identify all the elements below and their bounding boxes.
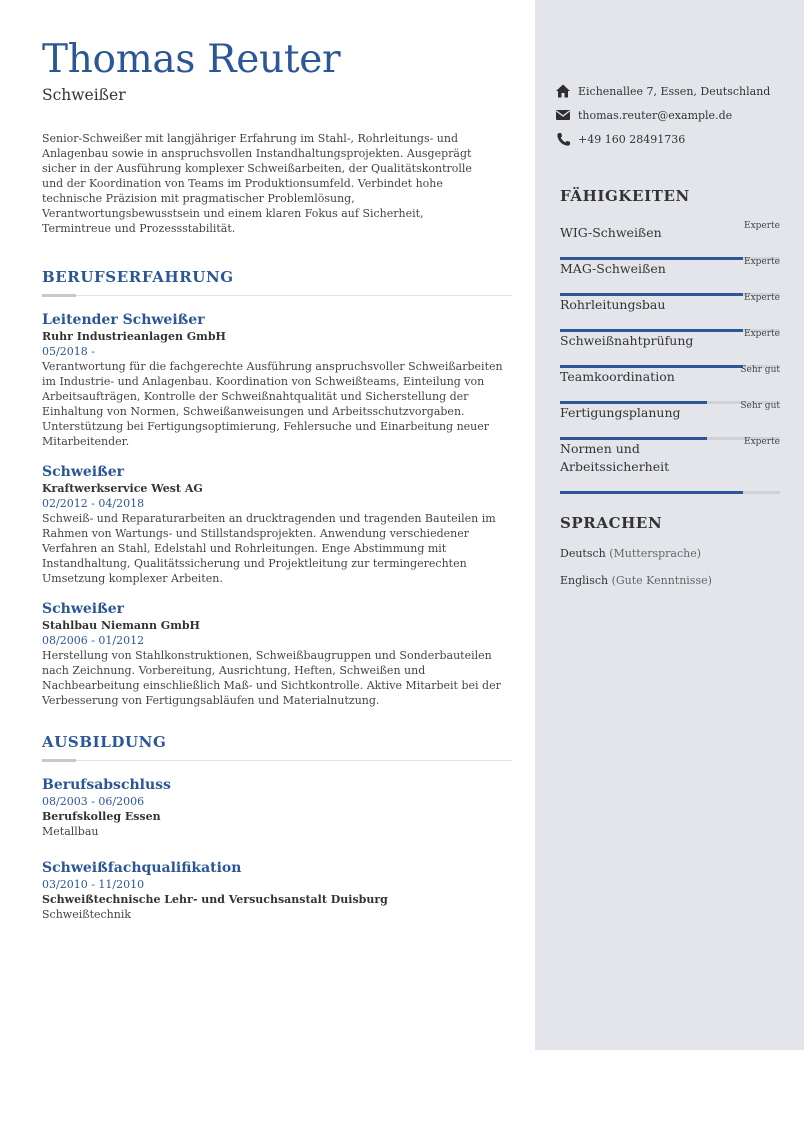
languages-section xyxy=(560,513,780,588)
job-entry-title: Schweißer xyxy=(42,464,125,480)
skill-level: Experte xyxy=(744,221,780,231)
job-entry xyxy=(42,311,512,449)
education-dates: 08/2003 - 06/2006 xyxy=(42,795,145,808)
skill-item xyxy=(560,365,780,404)
contact-email[interactable] xyxy=(554,103,794,127)
education-section xyxy=(42,732,512,922)
skill-item xyxy=(560,221,780,260)
education-dates: 03/2010 - 11/2010 xyxy=(42,878,145,891)
education-field: Metallbau xyxy=(42,825,99,838)
skill-level: Sehr gut xyxy=(740,365,780,375)
skill-name: WIG-Schweißen xyxy=(560,225,662,240)
experience-heading: BERUFSERFAHRUNG xyxy=(42,268,234,286)
skill-bar-fill xyxy=(560,491,743,494)
job-entry-description: Schweiß- und Reparaturarbeiten an drucktragenden und tragenden Bauteilen im Rahmen von Wartungs- und Stillstandsprojekten. Anwendung verschiedener Verfahren an Stahl, Edelstahl und Rohrleitungen. Enge Abstimmung mit Instandhaltung, Qualitätssicherung und Projektleitung zur termingerechten Umsetzung komplexer Arbeiten. xyxy=(42,512,496,585)
job-entry-dates: 02/2012 - 04/2018 xyxy=(42,497,145,510)
education-title: Schweißfachqualifikation xyxy=(42,860,242,876)
mail-icon xyxy=(554,106,572,124)
education-heading: AUSBILDUNG xyxy=(42,733,167,751)
job-entry-title: Leitender Schweißer xyxy=(42,312,205,328)
address-text: Eichenallee 7, Essen, Deutschland xyxy=(578,84,771,98)
job-entry-title: Schweißer xyxy=(42,601,125,617)
job-entry-company: Kraftwerkservice West AG xyxy=(42,482,203,495)
contact-block xyxy=(554,79,794,151)
education-field: Schweißtechnik xyxy=(42,908,132,921)
languages-heading: SPRACHEN xyxy=(560,514,663,532)
phone-text[interactable]: +49 160 28491736 xyxy=(578,132,686,146)
skill-level: Experte xyxy=(744,329,780,339)
job-title: Schweißer xyxy=(42,86,126,104)
job-entry xyxy=(42,463,512,586)
job-entry-company: Ruhr Industrieanlagen GmbH xyxy=(42,330,226,343)
profile-summary: Senior-Schweißer mit langjähriger Erfahrung im Stahl-, Rohrleitungs- und Anlagenbau sowie in anspruchsvollen Instandhaltungsprojekten. Ausgeprägt sicher in der Ausführung komplexer Schweißarbeiten, der Qualitätskontrolle und der Koordination von Teams im Produktionsumfeld. Verbindet hohe technische Präzision mit pragmatischer Problemlösung, Verantwortungsbewusstsein und einem klaren Fokus auf Sicherheit, Termintreue und Prozessstabilität. xyxy=(42,132,472,235)
skill-item xyxy=(560,293,780,332)
skill-level: Experte xyxy=(744,257,780,267)
language-name: Deutsch xyxy=(560,547,606,560)
skill-name: Teamkoordination xyxy=(560,369,675,384)
skill-item xyxy=(560,329,780,368)
skills-heading: FÄHIGKEITEN xyxy=(560,187,690,205)
language-level: (Gute Kenntnisse) xyxy=(611,574,712,587)
section-divider xyxy=(42,293,512,297)
main-column xyxy=(42,38,512,922)
skill-name: Schweißnahtprüfung xyxy=(560,333,694,348)
skill-name: Rohrleitungsbau xyxy=(560,297,666,312)
language-item xyxy=(560,546,780,561)
education-institution: Schweißtechnische Lehr- und Versuchsanstalt Duisburg xyxy=(42,893,388,906)
skill-name: MAG-Schweißen xyxy=(560,261,666,276)
skills-list xyxy=(560,221,780,494)
sidebar xyxy=(535,0,804,1050)
education-title: Berufsabschluss xyxy=(42,777,171,793)
home-icon xyxy=(554,82,572,100)
skill-name: Fertigungsplanung xyxy=(560,405,681,420)
language-item xyxy=(560,573,780,588)
phone-icon xyxy=(554,130,572,148)
skill-name: Normen und Arbeitssicherheit xyxy=(560,441,670,474)
email-text[interactable]: thomas.reuter@example.de xyxy=(578,108,733,122)
skill-level: Experte xyxy=(744,437,780,447)
skill-item xyxy=(560,437,780,494)
skills-section xyxy=(560,186,780,494)
language-level: (Muttersprache) xyxy=(609,547,702,560)
job-entry-description: Verantwortung für die fachgerechte Ausführung anspruchsvoller Schweißarbeiten im Industrie- und Anlagenbau. Koordination von Schweißteams, Einteilung von Arbeitsaufträgen, Kontrolle der Schweißnahtqualität und Sicherstellung der Einhaltung von Normen, Schweißanweisungen und Arbeitsschutzvorgaben. Unterstützung bei Fertigungsoptimierung, Fehlersuche und Einarbeitung neuer Mitarbeitender. xyxy=(42,360,503,448)
education-entry xyxy=(42,859,512,922)
education-entry xyxy=(42,776,512,839)
skill-item xyxy=(560,401,780,440)
language-name: Englisch xyxy=(560,574,609,587)
contact-address xyxy=(554,79,794,103)
skill-level: Sehr gut xyxy=(740,401,780,411)
job-entry-company: Stahlbau Niemann GmbH xyxy=(42,619,200,632)
job-entry xyxy=(42,600,512,708)
experience-section xyxy=(42,267,512,708)
section-divider xyxy=(42,758,512,762)
education-institution: Berufskolleg Essen xyxy=(42,810,161,823)
contact-phone[interactable] xyxy=(554,127,794,151)
job-entry-dates: 05/2018 - xyxy=(42,345,95,358)
skill-item xyxy=(560,257,780,296)
skill-bar xyxy=(560,491,780,494)
job-entry-dates: 08/2006 - 01/2012 xyxy=(42,634,145,647)
job-entry-description: Herstellung von Stahlkonstruktionen, Schweißbaugruppen und Sonderbauteilen nach Zeichnung. Vorbereitung, Ausrichtung, Heften, Schweißen und Nachbearbeitung einschließlich Maß- und Sichtkontrolle. Aktive Mitarbeit bei der Verbesserung von Fertigungsabläufen und Materialnutzung. xyxy=(42,649,501,707)
skill-level: Experte xyxy=(744,293,780,303)
candidate-name: Thomas Reuter xyxy=(42,37,341,82)
